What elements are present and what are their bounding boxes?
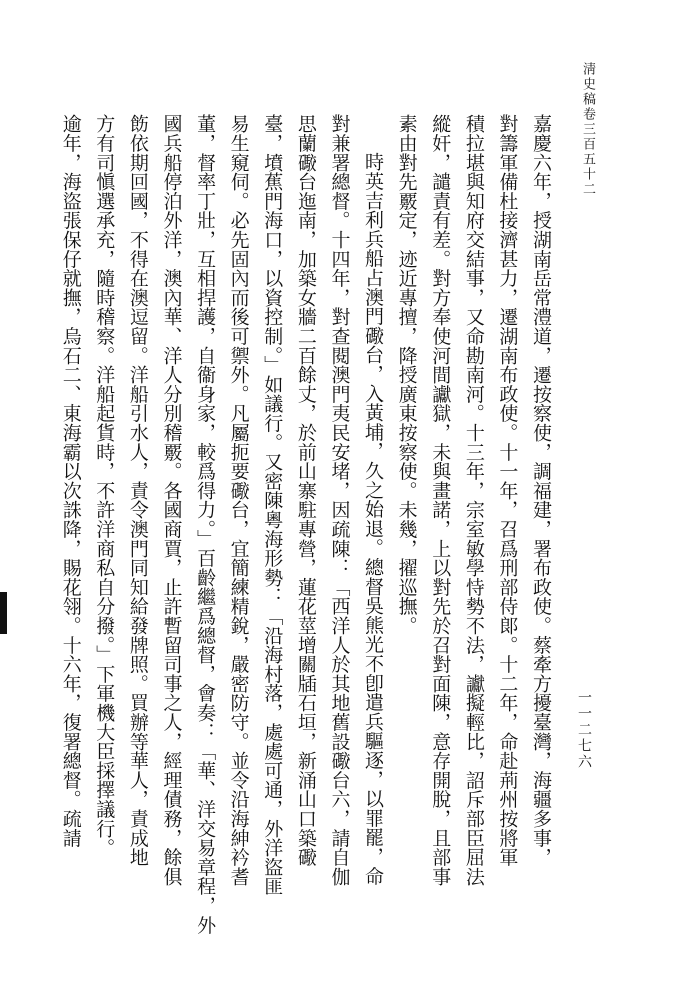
text-column: 飭依期回國，不得在澳逗留。洋船引水人，責令澳門同知給發牌照。買辦等華人，責成地 <box>126 114 149 867</box>
page-number: 一一二七六 <box>576 690 592 770</box>
text-column: 逾年，海盜張保仔就撫，烏石二、東海霸以次誅降，賜花翎。十六年，復署總督。疏請 <box>59 114 82 848</box>
text-column: 積拉堪與知府交結事，又命勘南河。十三年，宗室敏學恃勢不法，讞擬輕比，詔斥部臣屈法 <box>462 114 485 886</box>
text-column: 素由對先覈定，迹近專擅，降授廣東按察使。未幾，擢巡撫。 <box>395 114 418 636</box>
body-text <box>59 114 557 974</box>
text-column: 嘉慶六年，授湖南岳常澧道，遷按察使，調福建，署布政使。蔡牽方擾臺灣，海疆多事， <box>530 114 552 867</box>
text-column: 對兼署總督。十四年，對查閱澳門夷民安堵，因疏陳：「西洋人於其地舊設礮台六，請自伽 <box>328 114 351 886</box>
scan-edge-mark <box>0 592 7 634</box>
text-column: 縱奸，譴責有差。對方奉使河間讞獄，未與畫諾，上以對先於召對面陳，意存開脫，且部事 <box>429 114 452 886</box>
text-column: 國兵船停泊外洋，澳內華、洋人分別稽覈。各國商賈，止許暫留司事之人，經理債務，餘俱 <box>160 114 183 886</box>
text-column: 易生窺伺。必先固內而後可禦外。凡屬扼要礮台，宜簡練精銳，嚴密防守。並令沿海紳衿耆 <box>227 114 250 886</box>
text-column: 對籌軍備杜接濟甚力，遷湖南布政使。十一年，召爲刑部侍郞。十二年，命赴荊州按將軍 <box>496 114 519 867</box>
text-column: 時英吉利兵船占澳門礮台，入黃埔，久之始退。總督吳熊光不卽遣兵驅逐，以罪罷，命 <box>362 152 385 886</box>
text-column: 臺，墳蕉門海口，以資控制。」如議行。又密陳粵海形勢：「沿海村落，處處可通，外洋盜匪 <box>261 114 284 896</box>
text-column: 方有司愼選承充，隨時稽察。洋船起貨時，不許洋商私自分撥。」下軍機大臣採擇議行。 <box>93 114 116 858</box>
text-column: 思蘭礮台迤南，加築女牆二百餘丈，於前山寨駐專營，蓮花莖增關牐石垣，新涌山口築礮 <box>294 114 317 867</box>
running-header-title: 淸史稿卷三百五十二 <box>580 62 595 197</box>
text-column: 董，督率丁壯，互相捍護，自衞身家，較爲得力。」百齡繼爲總督，會奏：「華、洋交易章程，外 <box>194 114 217 935</box>
